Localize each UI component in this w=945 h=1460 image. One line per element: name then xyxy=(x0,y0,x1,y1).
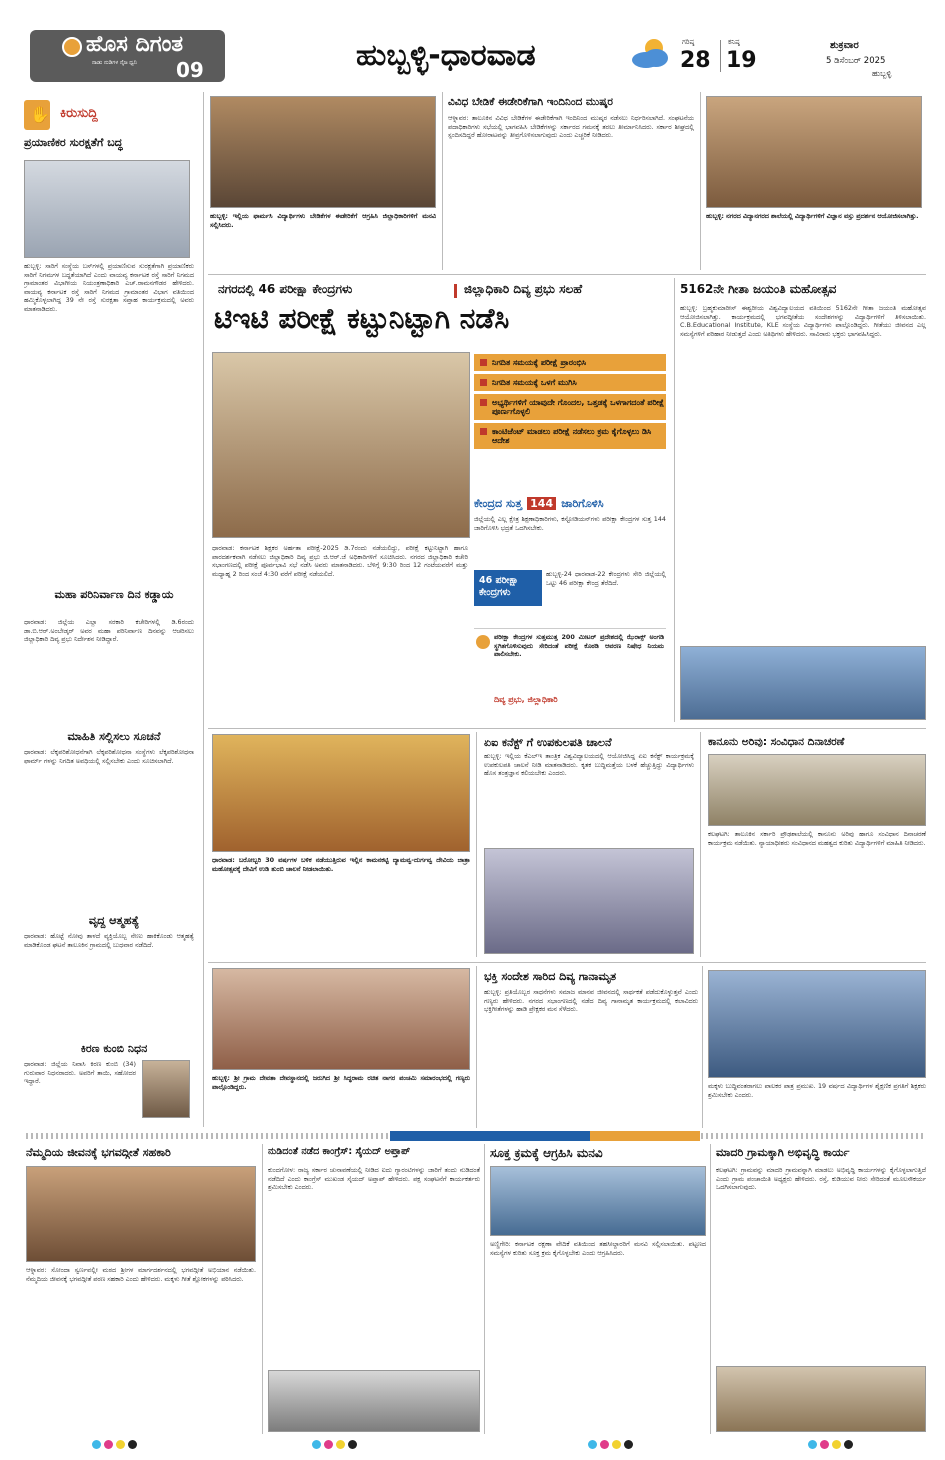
mid-rule-2 xyxy=(700,732,701,957)
petition-photo xyxy=(490,1166,706,1236)
reg-dot-yellow xyxy=(832,1440,841,1449)
reg-dot-magenta xyxy=(104,1440,113,1449)
bhakti-headline: ಭಕ್ತಿ ಸಂದೇಶ ಸಾರಿದ ದಿವ್ಯ ಗಾನಾಮೃತ xyxy=(484,970,617,983)
city-label: ಹುಬ್ಬಳ್ಳಿ xyxy=(872,69,892,78)
section144-suffix: ಜಾರಿಗೊಳಿಸಿ xyxy=(561,497,604,510)
ai-connect-body: ಹುಬ್ಬಳ್ಳಿ: ಇಲ್ಲಿಯ ಕೆಎಲ್‌ಇ ತಾಂತ್ರಿಕ ವಿಶ್ವವಿದ್ಯಾಲಯದಲ್ಲಿ ಆಯೋಜಿಸಿದ್ದ ಏಐ ಕನೆಕ್ಟ್ ಕಾರ್ಯಕ್ರಮಕ್ಕೆ ಉಪಕುಲಪತಿ ಚಾಲನೆ ನೀಡಿ ಮಾತನಾಡಿದರು. ಕೃತಕ ಬುದ್ಧಿಮತ್ತೆಯ ಬಳಕೆ ಹೆಚ್ಚುತ್ತಿದ್ದು ವಿದ್ಯಾರ್ಥಿಗಳು ಹೊಸ ತಂತ್ರಜ್ಞಾನ ಕಲಿಯಬೇಕು ಎಂದರು. xyxy=(484,752,694,778)
story-3-body: ಧಾರವಾಡ: ಲೆಕ್ಕಪರಿಶೋಧನೆಗಾಗಿ ಲೆಕ್ಕಪರಿಶೋಧನಾ ಸಂಸ್ಥೆಗಳು ಲೆಕ್ಕಪರಿಶೋಧನಾ ಫಾರ್ಮ್ ಗಳನ್ನು ನಿಗದಿತ ಅವಧಿಯಲ್ಲಿ ಸಲ್ಲಿಸಬೇಕು ಎಂದು ಸೂಚಿಸಲಾಗಿದೆ. xyxy=(24,748,194,765)
story-4-body: ಧಾರವಾಡ: ಹೊಟ್ಟೆ ನೋವು ತಾಳದೆ ವ್ಯಕ್ತಿಯೊಬ್ಬ ನೇಣು ಹಾಕಿಕೊಂಡು ಆತ್ಮಹತ್ಯೆ ಮಾಡಿಕೊಂಡ ಘಟನೆ ತಾಲೂಕಿನ ಗ್ರಾಮದಲ್ಲಿ ಬುಧವಾರ ನಡೆದಿದೆ. xyxy=(24,932,194,949)
congress-headline: ನುಡಿದಂತೆ ನಡೆದ ಕಾಂಗ್ರೆಸ್: ಸೈಯದ್ ಅಪ್ತಾಪ್ xyxy=(268,1146,411,1157)
temp-divider xyxy=(720,40,721,72)
quote-author: ದಿವ್ಯ ಪ್ರಭು, ಜಿಲ್ಲಾಧಿಕಾರಿ xyxy=(494,695,558,704)
reg-dot-magenta xyxy=(820,1440,829,1449)
reg-dot-yellow xyxy=(336,1440,345,1449)
section144-body: ಜಿಲ್ಲೆಯಲ್ಲಿ ಎಲ್ಲ ಕ್ಷೇತ್ರ ಶಿಕ್ಷಣಾಧಿಕಾರಿಗಳು, ಕಸ್ಟೋಡಿಯನ್‌ಗಳು ಪರೀಕ್ಷಾ ಕೇಂದ್ರಗಳ ಸುತ್ತ 144 ಜಾರಿಗೊಳಿಸಿ ಭದ್ರತೆ ಒದಗಿಸಬೇಕು. xyxy=(474,515,666,532)
ai-connect-headline: ಏಐ ಕನೆಕ್ಟ್ ಗೆ ಉಪಕುಲಪತಿ ಚಾಲನೆ xyxy=(484,736,612,749)
section-title: ಕಿರುಸುದ್ದಿ xyxy=(60,106,98,121)
weather-cloud-icon xyxy=(624,36,674,72)
min-temp-label: ಕನಿಷ್ಠ xyxy=(728,38,740,46)
story-2-body: ಧಾರವಾಡ: ಜಿಲ್ಲೆಯ ಎಲ್ಲಾ ಸರಕಾರಿ ಕಚೇರಿಗಳಲ್ಲಿ ಡಿ.6ರಂದು ಡಾ.ಬಿ.ಆರ್.ಅಂಬೇಡ್ಕರ್ ಅವರ ಮಹಾ ಪರಿನಿರ್ವಾಣ ದಿನವನ್ನು ಆಚರಿಸಲು ಜಿಲ್ಲಾಧಿಕಾರಿ ದಿವ್ಯ ಪ್ರಭು ನಿರ್ದೇಶನ ನೀಡಿದ್ದಾರೆ. xyxy=(24,618,194,644)
story-1-headline: ಪ್ರಯಾಣಿಕರ ಸುರಕ್ಷತೆಗೆ ಬದ್ಧ xyxy=(24,136,123,149)
reg-dot-cyan xyxy=(92,1440,101,1449)
constitution-photo xyxy=(708,754,926,826)
bullet-4: ಕಾಂಟಿಜೆಂಟ್ ಮಾಡಲು ಪರೀಕ್ಷೆ ನಡೆಸಲು ಕ್ರಮ ಕೈಗೊಳ್ಳಲು ಡಿಸಿ ಆದೇಶ xyxy=(474,423,666,449)
gita-students-photo xyxy=(26,1166,256,1262)
kirusuddi-column xyxy=(18,92,198,1127)
top-rule-1 xyxy=(442,92,443,270)
reg-dot-yellow xyxy=(612,1440,621,1449)
section144-box xyxy=(474,492,666,552)
reg-dot-cyan xyxy=(312,1440,321,1449)
left-column-rule xyxy=(203,92,204,1127)
logo-emblem-icon xyxy=(62,37,82,57)
top-row-bottom-rule xyxy=(208,274,926,275)
registration-marks-row xyxy=(0,1440,945,1454)
page-number: 09 xyxy=(176,58,204,82)
centres-count-body: ಹುಬ್ಬಳ್ಳಿ-24 ಧಾರವಾಡ-22 ಕೇಂದ್ರಗಳು ಸೇರಿ ಜಿಲ್ಲೆಯಲ್ಲಿ ಒಟ್ಟು 46 ಪರೀಕ್ಷಾ ಕೇಂದ್ರ ತೆರೆದಿದೆ. xyxy=(546,570,666,587)
max-temp: 28 xyxy=(680,48,711,73)
congress-photo xyxy=(268,1370,480,1432)
ceremony-photo xyxy=(212,968,470,1070)
edition-title: ಹುಬ್ಬಳ್ಳಿ-ಧಾರವಾಡ xyxy=(356,38,536,73)
strike-headline: ವಿವಿಧ ಬೇಡಿಕೆ ಈಡೇರಿಕೆಗಾಗಿ ಇಂದಿನಿಂದ ಮುಷ್ಕರ xyxy=(448,96,613,108)
reg-dot-yellow xyxy=(116,1440,125,1449)
logo-tagline: ನಾಡು ನುಡಿಗಳ ನೈಜ ಧ್ವನಿ xyxy=(92,60,137,66)
geeta-group-photo xyxy=(680,646,926,720)
pharmacy-students-photo xyxy=(210,96,436,208)
masthead xyxy=(0,0,945,86)
section144-number: 144 xyxy=(527,497,556,510)
lead-bottom-rule xyxy=(208,728,926,729)
stage-event-caption: ಮಕ್ಕಳು ಬುದ್ಧಿವಂತರಾಗಲು ಪಾಲಕರ ಪಾತ್ರ ಪ್ರಮುಖ. 19 ವರ್ಷದ ವಿದ್ಯಾರ್ಥಿಗಳ ಶೈಕ್ಷಣಿಕ ಪ್ರಗತಿಗೆ ಶಿಕ್ಷಕರು ಶ್ರಮಿಸಬೇಕು ಎಂದರು. xyxy=(708,1082,926,1099)
geeta-headline: 5162ನೇ ಗೀತಾ ಜಯಂತಿ ಮಹೋತ್ಸವ xyxy=(680,282,837,296)
gita-life-body: ಆಳ್ನಾವರ: ಸೋಂದಾ ಸ್ವರ್ಣವಲ್ಲೀ ಮಠದ ಶ್ರೀಗಳ ಮಾರ್ಗದರ್ಶನದಲ್ಲಿ ಭಗವದ್ಗೀತೆ ಅಭಿಯಾನ ನಡೆಯಿತು. ನೆಮ್ಮದಿಯ ಜೀವನಕ್ಕೆ ಭಗವದ್ಗೀತೆ ಪಠಣ ಸಹಕಾರಿ ಎಂದು ಹೇಳಿದರು. ಮಕ್ಕಳು ಗೀತೆ ಶ್ಲೋಕಗಳನ್ನು ಪಠಿಸಿದರು. xyxy=(26,1266,256,1283)
row3-rule-1 xyxy=(476,966,477,1128)
science-expo-caption: ಹುಬ್ಬಳ್ಳಿ: ನಗರದ ವಿದ್ಯಾನಗರದ ಶಾಲೆಯಲ್ಲಿ ವಿದ್ಯಾರ್ಥಿಗಳಿಗೆ ವಿಜ್ಞಾನ ವಸ್ತು ಪ್ರದರ್ಶನ ಆಯೋಜಿಸಲಾಗಿತ್ತು. xyxy=(706,212,919,220)
story-1-photo xyxy=(24,160,190,258)
story-1-body: ಹುಬ್ಬಳ್ಳಿ: ಸಾರಿಗೆ ಸಂಸ್ಥೆಯ ಬಸ್‌ಗಳಲ್ಲಿ ಪ್ರಯಾಣಿಸುವ ಸುರಕ್ಷತೆಗಾಗಿ ಪ್ರಯಾಣಿಕರು ಸಾರಿಗೆ ನಿಗಮಗಳ ಬದ್ಧತೆಯಾಗಿದೆ ಎಂದು ವಾಯವ್ಯ ಕರ್ನಾಟಕ ರಸ್ತೆ ಸಾರಿಗೆ ನಿಗಮದ ಗ್ರಾಮಾಂತರ ವಿಭಾಗೀಯ ನಿಯಂತ್ರಣಾಧಿಕಾರಿ ಎಚ್.ರಾಮನಗೌಡರ ಹೇಳಿದರು. ವಾಯವ್ಯ ಕರ್ನಾಟಕ ರಸ್ತೆ ಸಾರಿಗೆ ನಿಗಮದ ಗ್ರಾಮಾಂತರ ವಿಭಾಗ ವತಿಯಿಂದ ಹಮ್ಮಿಕೊಳ್ಳಲಾಗಿದ್ದ 39 ನೇ ರಸ್ತೆ ಸುರಕ್ಷತಾ ಸಪ್ತಾಹ ಕಾರ್ಯಕ್ರಮದಲ್ಲಿ ಅವರು ಮಾತನಾಡಿದರು. xyxy=(24,262,194,313)
exam-meeting-photo xyxy=(212,352,470,538)
bullet-3: ಅಭ್ಯರ್ಥಿಗಳಿಗೆ ಯಾವುದೇ ಗೊಂದಲ, ಒತ್ತಡಕ್ಕೆ ಒಳಗಾಗದಂತೆ ಪರೀಕ್ಷೆ ಪೂರ್ಣಗೊಳ್ಳಲಿ xyxy=(474,394,666,420)
row3-rule-2 xyxy=(702,966,703,1128)
reg-dot-black xyxy=(844,1440,853,1449)
quote-text: ಪರೀಕ್ಷಾ ಕೇಂದ್ರಗಳ ಸುತ್ತಮುತ್ತ 200 ಮೀಟರ್ ಪ್ರದೇಶದಲ್ಲಿ ಝೆರಾಕ್ಸ್ ಅಂಗಡಿ ಸ್ಥಗಿತಗೊಳಿಸುವುದು ಸೇರಿದಂತೆ ಪರೀಕ್ಷೆ ಕೊಠಡಿ ಆವರಣ ನಿಷೇಧ ನಿಯಮ ಪಾಲಿಸಬೇಕು. xyxy=(494,633,664,659)
ceremony-caption: ಹುಬ್ಬಳ್ಳಿ: ಶ್ರೀ ಗ್ರಾಮ ದೇವತಾ ದೇವಸ್ಥಾನದಲ್ಲಿ ಜರುಗಿದ ಶ್ರೀ ಸಿದ್ಧರಾಮ ರಚಿತ ನಾಗರ ಪಂಚಮಿ ಸಮಾರಂಭದಲ್ಲಿ ಗಣ್ಯರು ಪಾಲ್ಗೊಂಡಿದ್ದರು. xyxy=(212,1074,470,1091)
reg-dot-black xyxy=(348,1440,357,1449)
model-village-photo xyxy=(716,1366,926,1432)
max-temp-label: ಗರಿಷ್ಠ xyxy=(682,38,695,46)
bottom-rule-1 xyxy=(262,1144,263,1434)
day-label: ಶುಕ್ರವಾರ xyxy=(830,40,859,51)
science-expo-photo xyxy=(706,96,922,208)
reg-dot-black xyxy=(128,1440,137,1449)
separator-accent-orange xyxy=(590,1131,700,1141)
geeta-body: ಹುಬ್ಬಳ್ಳಿ: ಬ್ರಹ್ಮಕುಮಾರೀಸ್ ಈಶ್ವರೀಯ ವಿಶ್ವವಿದ್ಯಾಲಯದ ವತಿಯಿಂದ 5162ನೇ ಗೀತಾ ಜಯಂತಿ ಮಹೋತ್ಸವ ಆಯೋಜಿಸಲಾಗಿತ್ತು. ಕಾರ್ಯಕ್ರಮದಲ್ಲಿ ಭಗವದ್ಗೀತೆಯ ಸಂದೇಶಗಳನ್ನು ವಿದ್ಯಾರ್ಥಿಗಳಿಗೆ ತಿಳಿಸಲಾಯಿತು. C.B.Educational Institute, KLE ಸಂಸ್ಥೆಯ ವಿದ್ಯಾರ್ಥಿಗಳು ಪಾಲ್ಗೊಂಡಿದ್ದರು. ಗೀತೆಯು ಜೀವನದ ಎಲ್ಲ ಸಮಸ್ಯೆಗಳಿಗೆ ಪರಿಹಾರ ನೀಡುತ್ತದೆ ಎಂದು ಅತಿಥಿಗಳು ಹೇಳಿದರು. ಸಾವಿರಾರು ಭಕ್ತರು ಭಾಗವಹಿಸಿದ್ದರು. xyxy=(680,304,926,338)
constitution-body: ಕಲಘಟಗಿ: ತಾಲೂಕಿನ ಸರ್ಕಾರಿ ಪ್ರೌಢಶಾಲೆಯಲ್ಲಿ ಕಾನೂನು ಅರಿವು ಹಾಗೂ ಸಂವಿಧಾನ ದಿನಾಚರಣೆ ಕಾರ್ಯಕ್ರಮ ನಡೆಯಿತು. ನ್ಯಾಯಾಧೀಶರು ಸಂವಿಧಾನದ ಮಹತ್ವದ ಕುರಿತು ವಿದ್ಯಾರ್ಥಿಗಳಿಗೆ ಮಾಹಿತಿ ನೀಡಿದರು. xyxy=(708,830,926,847)
story-4-headline: ವೃದ್ದ ಆತ್ಮಹತ್ಯೆ xyxy=(88,914,140,927)
story-2-headline: ಮಹಾ ಪರಿನಿರ್ವಾಣ ದಿನ ಕಡ್ಡಾಯ xyxy=(54,588,174,601)
petition-body: ಅಣ್ಣಿಗೇರಿ: ಕರ್ನಾಟಕ ರಕ್ಷಣಾ ವೇದಿಕೆ ವತಿಯಿಂದ ತಹಸೀಲ್ದಾರರಿಗೆ ಮನವಿ ಸಲ್ಲಿಸಲಾಯಿತು. ಪಟ್ಟಣದ ಸಮಸ್ಯೆಗಳ ಕುರಿತು ಸೂಕ್ತ ಕ್ರಮ ಕೈಗೊಳ್ಳಬೇಕು ಎಂದು ಆಗ್ರಹಿಸಿದರು. xyxy=(490,1240,706,1257)
kicker-divider xyxy=(454,284,457,298)
section144-title: ಕೇಂದ್ರದ ಸುತ್ತ xyxy=(474,497,523,510)
story-5-headline: ಕಿರಣ ಕುಂಬಿ ನಿಧನ xyxy=(80,1042,148,1055)
logo-text: ಹೊಸ ದಿಗಂತ xyxy=(86,32,184,57)
model-village-body: ಕಲಘಟಗಿ: ಗ್ರಾಮವನ್ನು ಮಾದರಿ ಗ್ರಾಮವನ್ನಾಗಿ ಮಾಡಲು ಅಭಿವೃದ್ಧಿ ಕಾರ್ಯಗಳನ್ನು ಕೈಗೊಳ್ಳಲಾಗುತ್ತಿದೆ ಎಂದು ಗ್ರಾಮ ಪಂಚಾಯಿತಿ ಅಧ್ಯಕ್ಷರು ಹೇಳಿದರು. ರಸ್ತೆ, ಕುಡಿಯುವ ನೀರು ಸೇರಿದಂತೆ ಮೂಲಸೌಕರ್ಯ ಒದಗಿಸಲಾಗುವುದು. xyxy=(716,1166,926,1192)
min-temp: 19 xyxy=(726,48,757,73)
lead-body: ಧಾರವಾಡ: ಕರ್ನಾಟಕ ಶಿಕ್ಷಕರ ಅರ್ಹತಾ ಪರೀಕ್ಷೆ-2025 ಡಿ.7ರಂದು ನಡೆಯಲಿದ್ದು, ಪರೀಕ್ಷೆ ಕಟ್ಟುನಿಟ್ಟಾಗಿ ಹಾಗೂ ಪಾರದರ್ಶಕವಾಗಿ ನಡೆಸಲು ಜಿಲ್ಲಾಧಿಕಾರಿ ದಿವ್ಯ ಪ್ರಭು ಜಿ.ಆರ್.ಜೆ ಅಧಿಕಾರಿಗಳಿಗೆ ಸೂಚಿಸಿದರು. ನಗರದ ಜಿಲ್ಲಾಧಿಕಾರಿ ಕಚೇರಿ ಸಭಾಂಗಣದಲ್ಲಿ ಪರೀಕ್ಷೆ ಪೂರ್ವಭಾವಿ ಸಭೆ ನಡೆಸಿ ಅವರು ಮಾತನಾಡಿದರು. ಬೆಳಿಗ್ಗೆ 9:30 ರಿಂದ 12 ಗಂಟೆಯವರೆಗೆ ಮತ್ತು ಮಧ್ಯಾಹ್ನ 2 ರಿಂದ ಸಂಜೆ 4:30 ವರೆಗೆ ಪರೀಕ್ಷೆ ನಡೆಯಲಿದೆ. xyxy=(212,544,468,578)
reg-dot-cyan xyxy=(588,1440,597,1449)
constitution-headline: ಕಾನೂನು ಅರಿವು: ಸಂವಿಧಾನ ದಿನಾಚರಣೆ xyxy=(708,736,845,748)
bullet-1: ನಿಗದಿತ ಸಮಯಕ್ಕೆ ಪರೀಕ್ಷೆ ಪ್ರಾರಂಭಿಸಿ xyxy=(474,354,666,371)
story-5-body: ಧಾರವಾಡ: ಜಿಲ್ಲೆಯ ನಿವಾಸಿ ಕಿರಣ ಕುಂಬಿ (34) ಗುರುವಾರ ನಿಧನರಾದರು. ಅವರಿಗೆ ತಾಯಿ, ಸಹೋದರ ಇದ್ದಾರೆ. xyxy=(24,1060,136,1086)
top-rule-2 xyxy=(700,92,701,270)
bhakti-body: ಹುಬ್ಬಳ್ಳಿ: ಪ್ರತಿಯೊಬ್ಬರ ಸಾಧನೆಗಳು ಸಮಾಜ ಮಾನವ ಜೀವನದಲ್ಲಿ ಸಾರ್ಥಕತೆ ಪಡೆದುಕೊಳ್ಳುತ್ತವೆ ಎಂದು ಗಣ್ಯರು ಹೇಳಿದರು. ನಗರದ ಸಭಾಂಗಣದಲ್ಲಿ ನಡೆದ ದಿವ್ಯ ಗಾನಾಮೃತ ಕಾರ್ಯಕ್ರಮದಲ್ಲಿ ಕಲಾವಿದರು ಭಕ್ತಿಗೀತೆಗಳನ್ನು ಹಾಡಿ ಪ್ರೇಕ್ಷಕರ ಮನ ಸೆಳೆದರು. xyxy=(484,988,698,1014)
stage-event-photo xyxy=(708,970,926,1078)
mid-bottom-rule xyxy=(208,962,926,963)
petition-headline: ಸೂಕ್ತ ಕ್ರಮಕ್ಕೆ ಆಗ್ರಹಿಸಿ ಮನವಿ xyxy=(490,1146,603,1160)
ai-connect-photo xyxy=(484,848,694,954)
temple-fair-photo xyxy=(212,734,470,852)
reg-dot-cyan xyxy=(808,1440,817,1449)
congress-body: ಕುಂದಗೋಳ: ರಾಜ್ಯ ಸರ್ಕಾರ ಚುನಾವಣೆಯಲ್ಲಿ ನೀಡಿದ ಐದು ಗ್ಯಾರಂಟಿಗಳನ್ನು ಜಾರಿಗೆ ತಂದು ನುಡಿದಂತೆ ನಡೆದಿದೆ ಎಂದು ಕಾಂಗ್ರೆಸ್ ಮುಖಂಡ ಸೈಯದ್ ಅಪ್ತಾಪ್ ಹೇಳಿದರು. ಪಕ್ಷ ಸಂಘಟನೆಗೆ ಕಾರ್ಯಕರ್ತರು ಶ್ರಮಿಸಬೇಕು ಎಂದರು. xyxy=(268,1166,480,1192)
gita-life-headline: ನೆಮ್ಮದಿಯ ಜೀವನಕ್ಕೆ ಭಗವದ್ಗೀತೆ ಸಹಕಾರಿ xyxy=(26,1146,171,1159)
reg-dot-magenta xyxy=(324,1440,333,1449)
separator-accent-blue xyxy=(390,1131,590,1141)
lead-kicker-left: ನಗರದಲ್ಲಿ 46 ಪರೀಕ್ಷಾ ಕೇಂದ್ರಗಳು xyxy=(218,282,353,296)
reg-dot-magenta xyxy=(600,1440,609,1449)
obituary-photo xyxy=(142,1060,190,1118)
lead-kicker-right: ಜಿಲ್ಲಾಧಿಕಾರಿ ದಿವ್ಯ ಪ್ರಭು ಸಲಹೆ xyxy=(464,282,583,296)
date-label: 5 ಡಿಸೆಂಬರ್ 2025 xyxy=(826,56,886,66)
bottom-rule-3 xyxy=(710,1144,711,1434)
strike-body: ಆಳ್ನಾವರ: ತಾಲೂಕಿನ ವಿವಿಧ ಬೇಡಿಕೆಗಳ ಈಡೇರಿಕೆಗಾಗಿ ಇಂದಿನಿಂದ ಮುಷ್ಕರ ನಡೆಸಲು ನಿರ್ಧರಿಸಲಾಗಿದೆ. ಸಂಘಟನೆಯ ಪದಾಧಿಕಾರಿಗಳು ಸಭೆಯಲ್ಲಿ ಭಾಗವಹಿಸಿ ಬೇಡಿಕೆಗಳನ್ನು ಸರ್ಕಾರದ ಗಮನಕ್ಕೆ ತರಲು ತೀರ್ಮಾನಿಸಿದರು. ಸರ್ಕಾರ ಶೀಘ್ರದಲ್ಲಿ ಸ್ಪಂದಿಸದಿದ್ದರೆ ಹೋರಾಟವನ್ನು ತೀವ್ರಗೊಳಿಸಲಾಗುವುದು ಎಂದು ಎಚ್ಚರಿಕೆ ನೀಡಿದರು. xyxy=(448,114,694,140)
lead-headline: ಟಿಇಟಿ ಪರೀಕ್ಷೆ ಕಟ್ಟುನಿಟ್ಟಾಗಿ ನಡೆಸಿ xyxy=(214,302,510,335)
model-village-headline: ಮಾದರಿ ಗ್ರಾಮಕ್ಕಾಗಿ ಅಭಿವೃದ್ಧಿ ಕಾರ್ಯ xyxy=(716,1146,850,1159)
temple-fair-caption: ಧಾರವಾಡ: ಬರೋಬ್ಬರಿ 30 ವರ್ಷಗಳ ಬಳಿಕ ನಡೆಯುತ್ತಿರುವ ಇಲ್ಲಿನ ಕಾಮನಕಟ್ಟಿ ದ್ಯಾಮವ್ವ-ದುರ್ಗವ್ವ ದೇವಿಯ ಜಾತ್ರಾ ಮಹೋತ್ಸವಕ್ಕೆ ದೇವಿಗೆ ಉಡಿ ತುಂಬಿ ಚಾಲನೆ ನೀಡಲಾಯಿತು. xyxy=(212,856,470,873)
lead-bullets xyxy=(474,354,666,452)
hand-icon: ✋ xyxy=(30,105,50,124)
mid-rule-1 xyxy=(476,732,477,957)
centres-count-badge: 46 ಪರೀಕ್ಷಾ ಕೇಂದ್ರಗಳು xyxy=(474,570,542,606)
quote-box xyxy=(474,628,666,716)
lead-story xyxy=(208,278,668,722)
pharmacy-caption: ಹುಬ್ಬಳ್ಳಿ: ಇಲ್ಲಿಯ ಫಾರ್ಮಸಿ ವಿದ್ಯಾರ್ಥಿಗಳು ಬೇಡಿಕೆಗಳ ಈಡೇರಿಕೆಗೆ ಆಗ್ರಹಿಸಿ ಜಿಲ್ಲಾಧಿಕಾರಿಗಳಿಗೆ ಮನವಿ ಸಲ್ಲಿಸಿದರು. xyxy=(210,212,436,229)
bottom-rule-2 xyxy=(484,1144,485,1434)
lead-right-rule xyxy=(674,278,675,722)
quote-icon xyxy=(476,635,490,649)
story-3-headline: ಮಾಹಿತಿ ಸಲ್ಲಿಸಲು ಸೂಚನೆ xyxy=(67,730,161,743)
reg-dot-black xyxy=(624,1440,633,1449)
bullet-2: ನಿಗದಿತ ಸಮಯಕ್ಕೆ ಒಳಗೆ ಮುಗಿಸಿ xyxy=(474,374,666,391)
